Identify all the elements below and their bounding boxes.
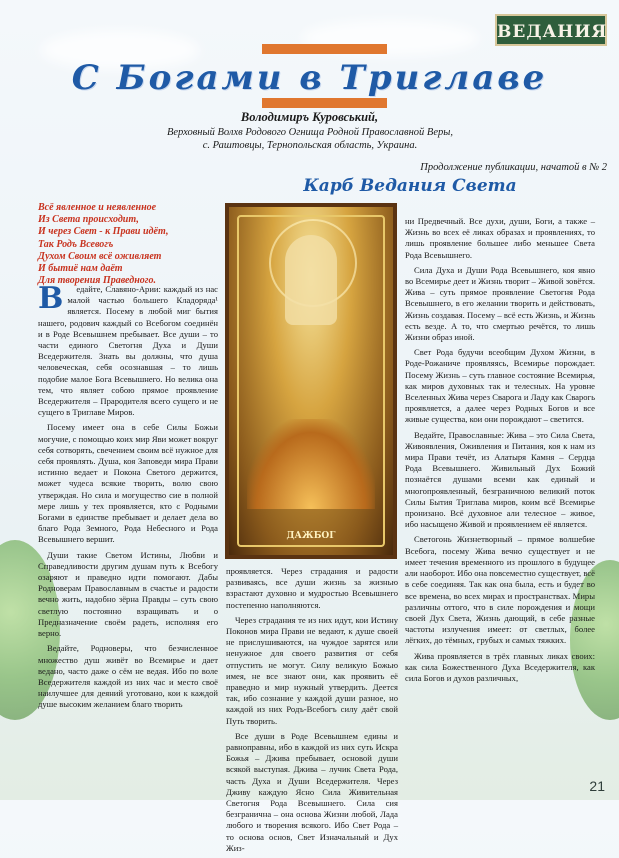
paragraph: Ведайте, Православные: Жива – это Сила Света, Живоявления, Оживления и Питания, коя к нам из мира Прави течёт, из Алатыря Камня – Сердца Рода Всевышнего. Живильный Дух Божий познаётся душами всеми как единый и многопроявленный, безграничною великий поток Силы Бытия Триглава миров, коим всё Всемирье пронизано. Всё духовное али телесное – живое, ибо насыщено Живой и проявлением её является.: [405, 429, 595, 530]
paragraph: Души такие Светом Истины, Любви и Справедливости другим душам путь к Всебогу озаряют и праведно идти помогают. Дабы Родноверам Православным в счастье и радости вечно жить, надобно зёрна Правды – суть свою светлую постоянно взращивать и о Предназначение своём радеть, исполняя его верно.: [38, 549, 218, 639]
paragraph-text: едайте, Славяно-Арии: каждый из нас малой частью большего Кладорядa¹ является. Посему в любой миг бытия нашего, родович каждый со Всебогом соединён и в Роде Всевышнем пребывает. Все души – то части единого Светогня Духа и Души Вседержителя. Знать вы должны, что душа человеческая, себя осознавшая – то лишь подобие малое Бога Всевышнего. Но велика она тем, что являет собою прямое проявление Вседержителя – Прародителя всего сущего и не сущего в Триглаве Миров.: [38, 284, 218, 418]
page-number: 21: [589, 778, 605, 794]
paragraph: Светогонь Жизнетворный – прямое волшебие Всебога, посему Жива вечно существует и не имеет течения временного из прошлого в будущее али наоборот. Ибо она повсеместно существует, всё в себе соединяя. Так как она была, есть и будет во все времена, во всех мирах и пространствах. Миры различны оттого, что в силе порождения и мощи своей Дух Света, Жизнь дающий, в себе разные частоты излучения имеет: от светлых, более лёгких, до тёмных, грубых и самых тяжких.: [405, 534, 595, 646]
deity-figure: [285, 235, 337, 325]
paragraph: ни Предвечный. Все духи, души, Боги, а также – Жизнь во всех её ликах образах и проявлениях, то лишь проявление большее либо меньшее Света Рода Всевышнего.: [405, 216, 595, 260]
title-bar-bottom: [262, 98, 387, 108]
section-title: Карб Ведания Света: [303, 176, 517, 196]
title-bar-top: [262, 44, 387, 54]
poem-line: Духом Своим всё оживляет: [38, 250, 162, 262]
paragraph: Жива проявляется в трёх главных ликах своих: как сила Божественного Духа Вседержителя, как сила Богов и духов различных,: [405, 650, 595, 683]
fire-icon: [247, 419, 375, 509]
paragraph: Все души в Роде Всевышнем едины и равноправны, ибо в каждой из них суть Искра Божья – Джива пребывает, основой души всякой выступая. Джива – лучик Света Рода, часть Духа и Души Вседержителя. Через Дживу каждую Ясно Сила Живительная Светогня Рода Всевышнего. Сила сия безгранична – она основа Жизни любой, Лада любого и творения всякого. Ибо Свет Рода – то основа основ, Свет Изначальный и Дух Жиз-: [226, 730, 398, 853]
author-description: [110, 126, 510, 152]
continued-note: Продолжение публикации, начатой в № 2: [420, 162, 607, 173]
paragraph: Через страдания те из них идут, кои Истину Поконов мира Прави не ведают, к душе своей не прислушиваются, на чуждое зарятся или ненужное для своего развития от себя отпустить не могут. Силу великую Божью имея, не все знают они, как проявить её праведно и мир нужный утвердить. Деется так, ибо сознание у каждой души разное, но каждой из них Родъ-Всебогъ силу даёт свой Путь творить.: [226, 614, 398, 726]
paragraph: Свет Рода будучи всеобщим Духом Жизни, в Роде-Рожаниче проявляясь, Всемирье порождает. Посему Жизнь – суть главное состояние Всемирья, как миров духовных так и телесных. На уровне Вселенных Жива через Сварога и Ладу как Сварогь проявляется, а далее через Родных Богов и все живые существа, кои они порождают – светится.: [405, 347, 595, 425]
author-desc-line: с. Раштовцы, Тернопольская область, Украина.: [202, 140, 418, 151]
paragraph: Ведайте, Родноверы, что безчисленное множество душ живёт во Всемирье и дает ведано, часто даже о сём не ведая. Ибо по воле Вседержителя каждой из них час и место своё наилучшее для деяний уготовано, кои к каждой душе высоким желанием благо творить: [38, 643, 218, 710]
text-column-2: [226, 566, 398, 858]
dazhbog-illustration: [225, 203, 397, 559]
poem-line: Так Родъ Всевогъ: [38, 238, 114, 250]
epigraph-poem: [38, 202, 218, 287]
poem-line: Для творения Праведного.: [38, 275, 156, 287]
poem-line: И бытиё нам даёт: [38, 263, 123, 275]
magazine-logo: ВЕДАНИЯ: [495, 14, 607, 46]
paragraph: Посему имеет она в себе Силы Божьи могучие, с помощью коих мир Яви может вокруг себя сотворять, свечением своим всё нужное для себя проявлять. Душа, коя Заповеди мира Прави истинно ведает и Покона Светого держится, может чудеса всякие творить, волю свою утверждая. Но сила и могущество сие в полной мере лишь у тех проявляется, кто с Родными Богами в единстве пребывает и делает дела во благо Рода Земного, Рода Небесного и Рода Всевышнего вершит.: [38, 422, 218, 545]
poem-line: Всё явленное и неявленное: [38, 202, 157, 213]
text-column-3: [405, 216, 595, 688]
illustration-label: ДАЖБОГ: [286, 531, 336, 541]
paragraph: Сила Духа и Души Рода Всевышнего, коя явно во Всемирье деет и Жизнь творит – Живой зовётся. Жива – суть прямое проявление Светогня Рода Всевышнего, в его желании творить и действовать, Жизнь создавая. Посему – всё есть Жизнь, и Жизнь есть везде. А то, что смертью речётся, то лишь Жизни образ иной.: [405, 264, 595, 343]
poem-line: И через Свет - к Прави идёт,: [38, 226, 169, 238]
poem-line: Из Света происходит,: [38, 214, 139, 226]
author-desc-line: Верховный Волхв Родового Огнища Родной Православной Веры,: [166, 127, 453, 138]
drop-cap: В: [38, 281, 64, 316]
author-name: Володимиръ Куровський,: [240, 110, 379, 124]
page-title: С Богами в Триглаве: [71, 58, 548, 98]
paragraph: проявляется. Через страдания и радости развиваясь, все души жизнь за жизнью взрастают духовно и мудростью Всевышнего постепенно наполняются.: [226, 566, 398, 610]
